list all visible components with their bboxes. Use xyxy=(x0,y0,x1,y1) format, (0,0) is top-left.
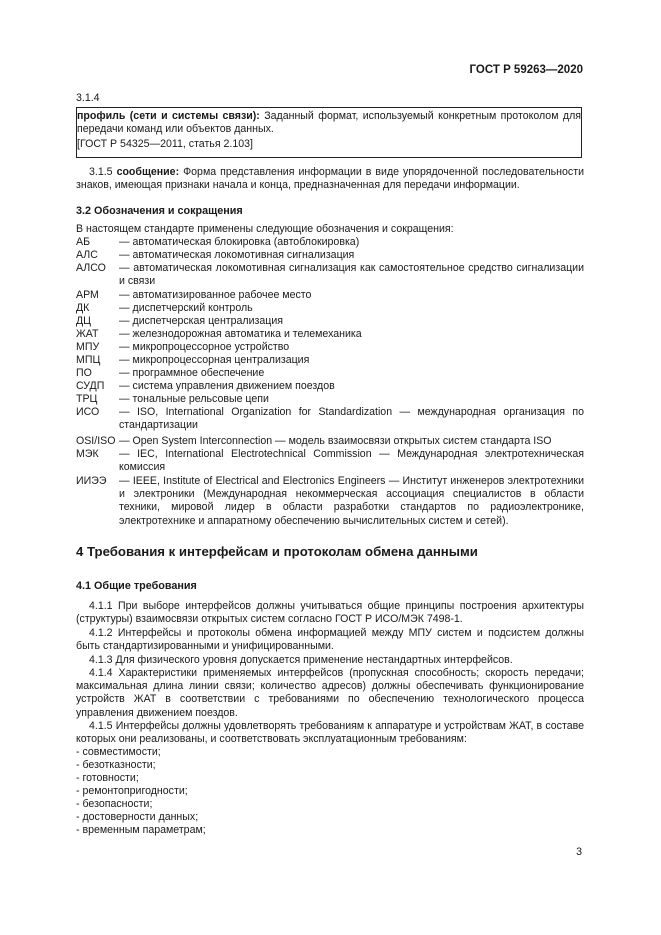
clause-3-1-5-number: 3.1.5 xyxy=(89,166,117,178)
abbr-desc: — автоматическая локомотивная сигнализация xyxy=(119,249,355,261)
abbr-term: МПУ xyxy=(76,341,100,353)
abbr-term: МПЦ xyxy=(76,354,101,366)
abbr-term: АЛСО xyxy=(76,262,106,274)
abbr-term: АЛС xyxy=(76,249,98,261)
clause-4-1-1: 4.1.1 При выборе интерфейсов должны учитываться общие принципы построения архитектуры (структуры) взаимосвязи открытых систем согласно ГОСТ Р ИСО/МЭК 7498-1. xyxy=(76,600,584,626)
abbr-term: СУДП xyxy=(76,380,105,392)
definition-box xyxy=(76,107,582,158)
requirement-bullet: - совместимости; xyxy=(76,746,161,758)
abbr-desc: — автоматическая блокировка (автоблокировка) xyxy=(119,236,360,248)
clause-number-3-1-4: 3.1.4 xyxy=(76,92,100,104)
abbr-term: ДК xyxy=(76,302,90,314)
requirement-bullet: - ремонтопригодности; xyxy=(76,785,188,797)
abbr-term: АРМ xyxy=(76,289,99,301)
requirement-bullet: - безотказности; xyxy=(76,759,156,771)
abbr-desc: — IEEE, Institute of Electrical and Electronics Engineers — Институт инженеров электротехники и электроники (Международная некоммерческая ассоциация специалистов в области техники, мировой лидер в области разработки стандартов по радиоэлектронике, электротехнике и аппаратному обеспечению вычислительных систем и сетей). xyxy=(119,475,584,527)
definition-reference: [ГОСТ Р 54325—2011, статья 2.103] xyxy=(77,138,253,150)
abbr-desc: — система управления движением поездов xyxy=(119,380,335,392)
abbr-desc: — программное обеспечение xyxy=(119,367,265,379)
abbr-desc: — микропроцессорное устройство xyxy=(119,341,290,353)
abbr-term: АБ xyxy=(76,236,91,248)
abbr-desc: — ISO, International Organization for Standardization — международная организация по стандартизации xyxy=(119,406,584,432)
abbr-desc: — тональные рельсовые цепи xyxy=(119,393,269,405)
section-3-2-title: 3.2 Обозначения и сокращения xyxy=(76,205,243,217)
clause-4-1-4: 4.1.4 Характеристики применяемых интерфейсов (пропускная способность; скорость передачи; максимальная длина линии связи; количество адресов) должны обеспечивать функционирование устройств ЖАТ в соответствии с требованиями по обеспечению технологического процесса управления движением поездов. xyxy=(76,667,584,719)
requirement-bullet: - временным параметрам; xyxy=(76,824,206,836)
abbr-term: ИИЭЭ xyxy=(76,475,107,487)
abbr-desc: — железнодорожная автоматика и телемеханика xyxy=(119,328,362,340)
clause-3-1-5 xyxy=(76,166,584,192)
clause-3-1-5-text: Форма представления информации в виде упорядоченной последовательности знаков, имеющая признаки начала и конца, предназначенная для передачи информации. xyxy=(76,166,584,192)
abbr-desc: — микропроцессорная централизация xyxy=(119,354,310,366)
abbr-desc: — автоматизированное рабочее место xyxy=(119,289,312,301)
definition-body: Заданный формат, используемый конкретным протоколом для передачи команд или объектов данных. xyxy=(77,110,581,136)
abbr-term: МЭК xyxy=(76,448,99,460)
requirement-bullet: - безопасности; xyxy=(76,798,153,810)
standard-header: ГОСТ Р 59263—2020 xyxy=(469,64,583,76)
requirement-bullet: - достоверности данных; xyxy=(76,811,199,823)
abbr-desc: — диспетчерская централизация xyxy=(119,315,283,327)
abbr-term: ИСО xyxy=(76,406,100,418)
abbr-desc: — IEC, International Electrotechnical Commission — Международная электротехническая комиссия xyxy=(119,448,584,474)
requirement-bullet: - готовности; xyxy=(76,772,139,784)
abbr-term: OSI/ISO xyxy=(76,435,116,447)
definition-text xyxy=(77,110,581,136)
definition-top-rule xyxy=(77,107,581,108)
section-4-1-title: 4.1 Общие требования xyxy=(76,580,197,592)
clause-4-1-3: 4.1.3 Для физического уровня допускается применение нестандартных интерфейсов. xyxy=(89,654,513,666)
clause-4-1-5: 4.1.5 Интерфейсы должны удовлетворять требованиям к аппаратуре и устройствам ЖАТ, в составе которых они реализованы, и соответствовать эксплуатационным требованиям: xyxy=(76,720,584,746)
abbr-desc: — Open System Interconnection — модель взаимосвязи открытых систем стандарта ISO xyxy=(119,435,552,447)
abbr-desc: — диспетчерский контроль xyxy=(119,302,253,314)
section-4-title: 4 Требования к интерфейсам и протоколам обмена данными xyxy=(76,544,478,559)
abbr-term: ТРЦ xyxy=(76,393,98,405)
clause-3-1-5-term: сообщение: xyxy=(116,166,180,178)
abbr-term: ЖАТ xyxy=(76,328,99,340)
page-number: 3 xyxy=(576,846,582,858)
definition-term: профиль (сети и системы связи): xyxy=(77,110,260,122)
clause-4-1-2: 4.1.2 Интерфейсы и протоколы обмена информацией между МПУ систем и подсистем должны быть стандартизированными и унифицированными. xyxy=(76,627,584,653)
abbr-desc: — автоматическая локомотивная сигнализация как самостоятельное средство сигнализации и связи xyxy=(119,262,584,288)
abbr-term: ДЦ xyxy=(76,315,92,327)
abbr-intro: В настоящем стандарте применены следующие обозначения и сокращения: xyxy=(76,223,454,235)
abbr-term: ПО xyxy=(76,367,92,379)
